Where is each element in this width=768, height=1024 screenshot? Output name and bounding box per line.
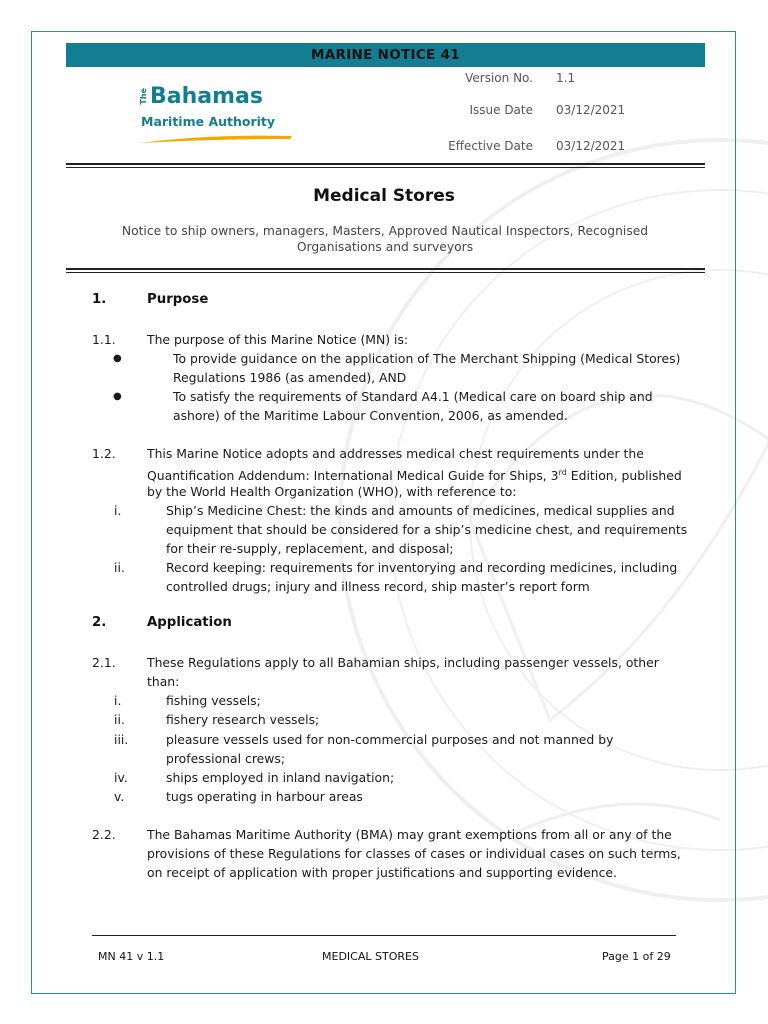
list-number: ii.: [114, 712, 125, 727]
para-1-1-number: 1.1.: [92, 332, 116, 347]
issue-date-value: 03/12/2021: [556, 103, 626, 117]
effective-date-label: Effective Date: [448, 139, 533, 153]
edition-superscript: rd: [558, 468, 567, 477]
list-item: fishing vessels;: [166, 693, 261, 708]
section-1-number: 1.: [92, 292, 107, 307]
para-2-1-number: 2.1.: [92, 655, 116, 670]
section-1-title: Purpose: [147, 292, 209, 307]
list-item: tugs operating in harbour areas: [166, 789, 363, 804]
para-2-1-line-2: than:: [147, 674, 180, 689]
bullet-dot: ●: [113, 391, 122, 402]
list-item: ships employed in inland navigation;: [166, 770, 395, 785]
header-divider: [66, 163, 705, 168]
list-item: pleasure vessels used for non-commercial purposes and not manned by: [166, 732, 614, 747]
para-1-2-line-1: This Marine Notice adopts and addresses medical chest requirements under the: [147, 446, 644, 461]
page-subtitle: [110, 223, 660, 255]
para-1-2-line-2b: Edition, published: [566, 468, 682, 484]
item-ii-line-2: controlled drugs; injury and illness record, ship master’s report form: [166, 579, 590, 594]
para-2-1-line-1: These Regulations apply to all Bahamian ships, including passenger vessels, other: [147, 655, 659, 670]
version-label: Version No.: [465, 71, 533, 85]
issue-date-label: Issue Date: [469, 103, 533, 117]
section-2-number: 2.: [92, 615, 107, 630]
subtitle-line-2: Organisations and surveyors: [296, 240, 474, 254]
effective-date-value: 03/12/2021: [556, 139, 626, 153]
issue-date-row: [390, 103, 690, 119]
para-1-1-text: The purpose of this Marine Notice (MN) is:: [147, 332, 409, 347]
list-item: professional crews;: [166, 751, 286, 766]
para-1-2-line-2a: Quantification Addendum: International Medical Guide for Ships, 3: [147, 468, 559, 484]
version-value: 1.1: [556, 71, 576, 85]
list-number: iii.: [114, 732, 129, 747]
page-title: Medical Stores: [313, 186, 455, 206]
section-2-title: Application: [147, 615, 232, 630]
para-2-2-number: 2.2.: [92, 827, 116, 842]
bma-logo: [140, 86, 300, 146]
para-2-2-line-3: on receipt of application with proper justifications and supporting evidence.: [147, 865, 617, 880]
logo-swoosh-icon: [140, 134, 295, 144]
bullet-1-line-2: Regulations 1986 (as amended), AND: [173, 370, 407, 385]
para-1-2-line-3: by the World Health Organization (WHO), with reference to:: [147, 484, 517, 499]
logo-bahamas: Bahamas: [150, 84, 263, 109]
marine-notice-banner: MARINE NOTICE 41: [66, 43, 705, 67]
subtitle-line-1: Notice to ship owners, managers, Masters, Approved Nautical Inspectors, Recognised: [121, 224, 649, 238]
logo-authority: Maritime Authority: [141, 114, 276, 129]
logo-the: The: [139, 88, 148, 105]
footer-page-number: Page 1 of 29: [602, 950, 671, 963]
item-i-line-3: for their re-supply, replacement, and disposal;: [166, 541, 454, 556]
item-i-line-2: equipment that should be considered for a ship’s medicine chest, and requirements: [166, 522, 688, 537]
bullet-2-line-2: ashore) of the Maritime Labour Convention, 2006, as amended.: [173, 408, 568, 423]
footer-title: MEDICAL STORES: [322, 950, 419, 963]
list-number: i.: [114, 693, 122, 708]
title-divider: [66, 268, 705, 273]
item-i-line-1: Ship’s Medicine Chest: the kinds and amounts of medicines, medical supplies and: [166, 503, 675, 518]
list-number: iv.: [114, 770, 128, 785]
list-number: v.: [114, 789, 125, 804]
item-ii-line-1: Record keeping: requirements for inventorying and recording medicines, including: [166, 560, 678, 575]
para-2-2-line-1: The Bahamas Maritime Authority (BMA) may grant exemptions from all or any of the: [147, 827, 672, 842]
footer-doc-id: MN 41 v 1.1: [98, 950, 165, 963]
version-row: [390, 71, 690, 87]
bullet-dot: ●: [113, 353, 122, 364]
list-item: fishery research vessels;: [166, 712, 320, 727]
list-number: ii.: [114, 560, 125, 575]
effective-date-row: [390, 139, 690, 155]
para-1-2-number: 1.2.: [92, 446, 116, 461]
list-number: i.: [114, 503, 122, 518]
para-2-2-line-2: provisions of these Regulations for classes of cases or individual cases on such terms,: [147, 846, 681, 861]
bullet-1-line-1: To provide guidance on the application of The Merchant Shipping (Medical Stores): [173, 351, 681, 366]
bullet-2-line-1: To satisfy the requirements of Standard A4.1 (Medical care on board ship and: [173, 389, 653, 404]
footer-divider: [92, 935, 676, 936]
